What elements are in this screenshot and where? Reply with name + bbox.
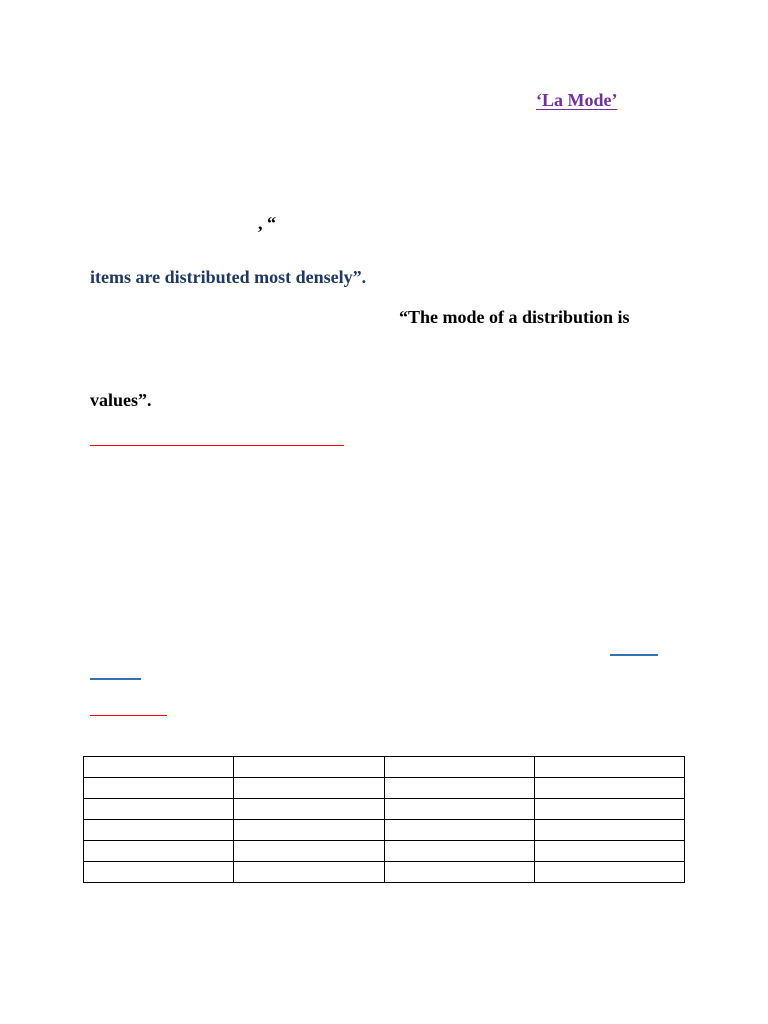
table-row	[84, 757, 685, 778]
table-cell	[84, 820, 234, 841]
table-cell	[384, 841, 534, 862]
table-cell	[384, 820, 534, 841]
table-cell	[234, 799, 384, 820]
table-row	[84, 841, 685, 862]
table-cell	[234, 757, 384, 778]
table-row	[84, 862, 685, 883]
table-cell	[234, 820, 384, 841]
red-underline-long[interactable]	[90, 445, 344, 446]
table-cell	[234, 862, 384, 883]
title-la-mode[interactable]: ‘La Mode’	[536, 90, 618, 110]
table-cell	[384, 799, 534, 820]
table-cell	[84, 862, 234, 883]
table-cell	[84, 778, 234, 799]
table-cell	[534, 820, 684, 841]
definition-line-densely: items are distributed most densely”.	[90, 267, 367, 287]
table-cell	[234, 841, 384, 862]
red-underline-short[interactable]	[90, 715, 167, 716]
table-cell	[534, 799, 684, 820]
table-cell	[534, 862, 684, 883]
table-row	[84, 778, 685, 799]
table-row	[84, 820, 685, 841]
values-line: values”.	[90, 390, 152, 410]
table-cell	[534, 757, 684, 778]
table-row	[84, 799, 685, 820]
table-cell	[534, 778, 684, 799]
mode-definition-text: “The mode of a distribution is	[399, 307, 630, 327]
data-table	[83, 756, 685, 883]
blue-link-underline-left[interactable]	[90, 678, 141, 680]
blue-link-underline-right[interactable]	[610, 654, 658, 656]
table-cell	[84, 799, 234, 820]
table-cell	[84, 841, 234, 862]
comma-open-quote: , “	[258, 213, 276, 233]
table-cell	[534, 841, 684, 862]
table-cell	[234, 778, 384, 799]
table-cell	[84, 757, 234, 778]
table-cell	[384, 862, 534, 883]
table-cell	[384, 757, 534, 778]
table-cell	[384, 778, 534, 799]
